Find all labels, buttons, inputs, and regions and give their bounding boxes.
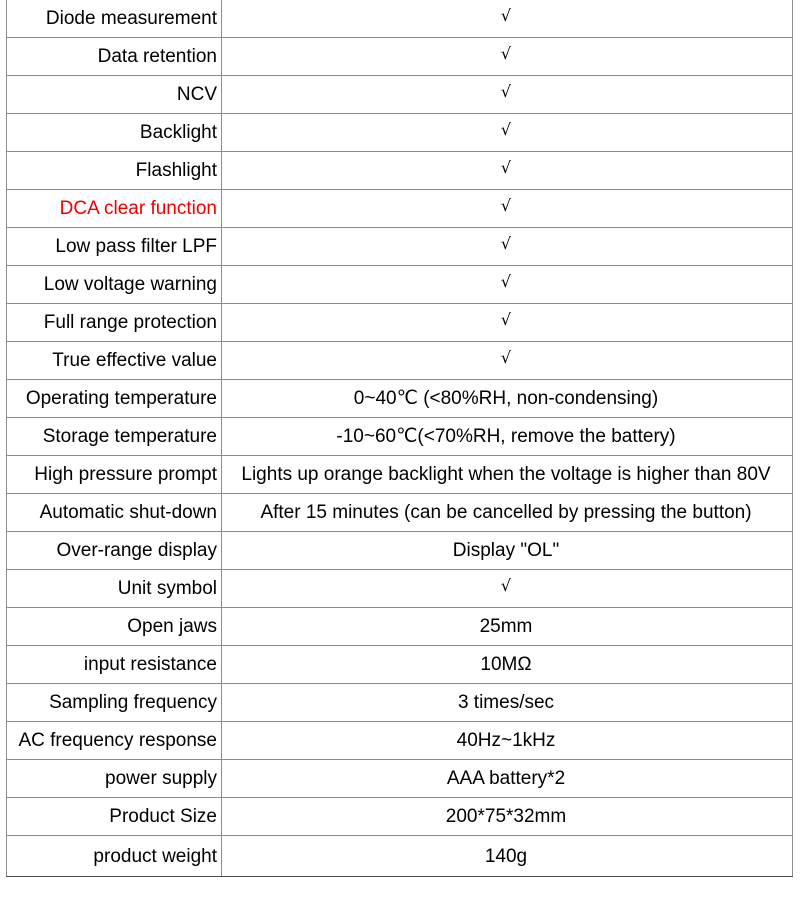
checkmark-icon: √ [500, 272, 512, 291]
spec-value: 40Hz~1kHz [456, 730, 556, 751]
spec-row [7, 76, 793, 114]
spec-value-cell [222, 570, 793, 608]
spec-row [7, 494, 793, 532]
spec-name: True effective value [7, 342, 222, 380]
spec-row [7, 608, 793, 646]
spec-name: DCA clear function [7, 190, 222, 228]
spec-name: Low voltage warning [7, 266, 222, 304]
spec-value-cell [222, 76, 793, 114]
spec-row [7, 836, 793, 877]
spec-row [7, 342, 793, 380]
spec-name: Product Size [7, 798, 222, 836]
spec-row [7, 0, 793, 38]
spec-value-cell [222, 266, 793, 304]
spec-row [7, 190, 793, 228]
spec-row [7, 152, 793, 190]
checkmark-icon: √ [500, 82, 512, 101]
spec-value-cell [222, 798, 793, 836]
spec-name: Full range protection [7, 304, 222, 342]
spec-row [7, 684, 793, 722]
spec-value-cell [222, 646, 793, 684]
spec-row [7, 646, 793, 684]
spec-row [7, 798, 793, 836]
spec-value-cell [222, 304, 793, 342]
spec-name: Open jaws [7, 608, 222, 646]
spec-value: 140g [484, 845, 528, 867]
checkmark-icon: √ [500, 120, 512, 139]
spec-value-cell [222, 608, 793, 646]
spec-name: Operating temperature [7, 380, 222, 418]
checkmark-icon: √ [500, 44, 512, 63]
spec-name: power supply [7, 760, 222, 798]
spec-name: Data retention [7, 38, 222, 76]
spec-table-body [7, 0, 793, 877]
spec-name: Unit symbol [7, 570, 222, 608]
spec-row [7, 456, 793, 494]
spec-name: Over-range display [7, 532, 222, 570]
spec-value: Lights up orange backlight when the voltage is higher than 80V [241, 464, 771, 485]
checkmark-icon: √ [500, 196, 512, 215]
spec-value-cell [222, 228, 793, 266]
spec-name: Flashlight [7, 152, 222, 190]
checkmark-icon: √ [500, 310, 512, 329]
spec-value-cell [222, 190, 793, 228]
spec-name: Storage temperature [7, 418, 222, 456]
spec-value: -10~60℃(<70%RH, remove the battery) [336, 426, 676, 447]
spec-name: product weight [7, 836, 222, 877]
spec-row [7, 114, 793, 152]
spec-row [7, 380, 793, 418]
spec-row [7, 304, 793, 342]
spec-name: Automatic shut-down [7, 494, 222, 532]
spec-row [7, 570, 793, 608]
spec-value-cell [222, 456, 793, 494]
spec-value: Display "OL" [452, 540, 560, 561]
spec-value: 200*75*32mm [445, 806, 567, 827]
spec-name: NCV [7, 76, 222, 114]
spec-row [7, 722, 793, 760]
spec-value-cell [222, 532, 793, 570]
spec-name: input resistance [7, 646, 222, 684]
spec-value: 25mm [479, 616, 533, 637]
spec-row [7, 532, 793, 570]
spec-value-cell [222, 722, 793, 760]
spec-value-cell [222, 418, 793, 456]
checkmark-icon: √ [500, 348, 512, 367]
spec-name: Sampling frequency [7, 684, 222, 722]
spec-table [6, 0, 793, 877]
spec-row [7, 228, 793, 266]
spec-value-cell [222, 0, 793, 38]
spec-name: Diode measurement [7, 0, 222, 38]
checkmark-icon: √ [500, 234, 512, 253]
spec-row [7, 418, 793, 456]
spec-value-cell [222, 494, 793, 532]
spec-name: High pressure prompt [7, 456, 222, 494]
spec-row [7, 38, 793, 76]
spec-value-cell [222, 760, 793, 798]
spec-value: AAA battery*2 [446, 768, 566, 789]
spec-row [7, 266, 793, 304]
spec-value-cell [222, 38, 793, 76]
spec-value: 3 times/sec [457, 692, 555, 713]
spec-row [7, 760, 793, 798]
checkmark-icon: √ [500, 576, 512, 595]
spec-value: 10MΩ [480, 654, 532, 675]
spec-value-cell [222, 152, 793, 190]
spec-value: 0~40℃ (<80%RH, non-condensing) [353, 388, 659, 409]
spec-name: AC frequency response [7, 722, 222, 760]
spec-value-cell [222, 836, 793, 877]
checkmark-icon: √ [500, 158, 512, 177]
spec-value-cell [222, 684, 793, 722]
spec-name: Low pass filter LPF [7, 228, 222, 266]
spec-value-cell [222, 342, 793, 380]
checkmark-icon: √ [500, 6, 512, 25]
spec-value-cell [222, 114, 793, 152]
spec-name: Backlight [7, 114, 222, 152]
spec-value-cell [222, 380, 793, 418]
spec-value: After 15 minutes (can be cancelled by pressing the button) [260, 502, 752, 523]
